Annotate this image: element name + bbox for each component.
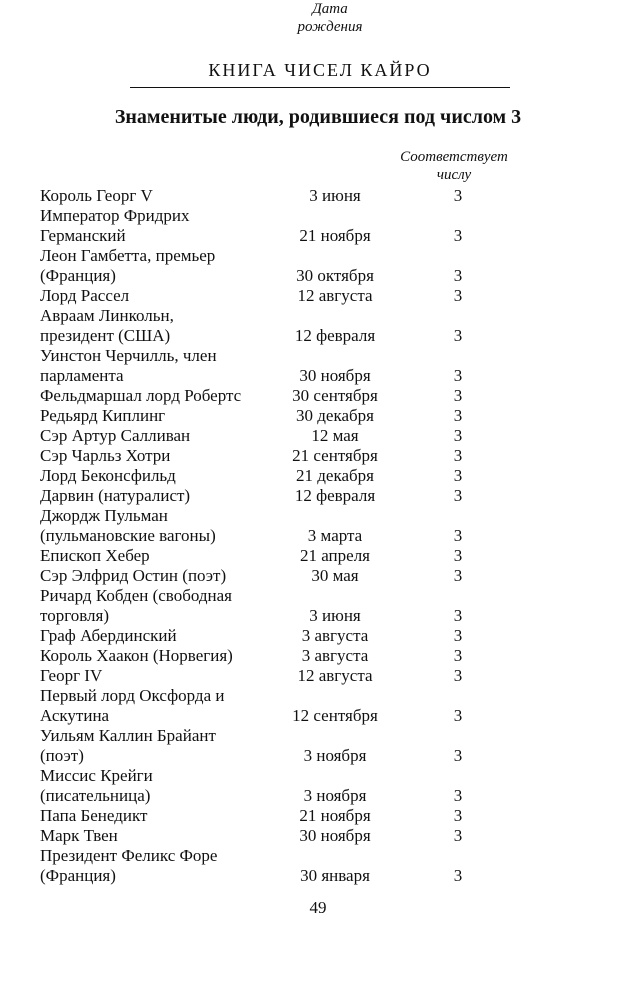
- birth-date: 3 августа: [301, 646, 369, 665]
- person-name: Король Георг V: [40, 186, 153, 205]
- person-name: Аскутина: [40, 706, 110, 725]
- person-name: Марк Твен: [40, 826, 118, 845]
- matching-number: 3: [453, 606, 463, 625]
- birth-date: 21 апреля: [299, 546, 371, 565]
- person-name: Георг IV: [40, 666, 103, 685]
- table-row: [40, 266, 600, 286]
- matching-number: 3: [453, 806, 463, 825]
- person-name: (Франция): [40, 266, 116, 285]
- matching-number: 3: [453, 626, 463, 645]
- person-name: Епископ Хебер: [40, 546, 150, 565]
- table-row: [40, 666, 600, 686]
- matching-number: 3: [453, 326, 463, 345]
- person-name: Уильям Каллин Брайант: [40, 726, 216, 745]
- birth-date: 30 октября: [296, 266, 374, 285]
- person-name: Уинстон Черчилль, член: [40, 346, 217, 365]
- person-name: (Франция): [40, 866, 116, 885]
- birth-date: 3 июня: [309, 186, 361, 205]
- birth-date: 3 марта: [307, 526, 363, 545]
- table-row: [40, 246, 600, 266]
- birth-date: 30 декабря: [296, 406, 374, 425]
- table-row: [40, 386, 600, 406]
- matching-number: 3: [453, 566, 463, 585]
- matching-number: 3: [453, 866, 463, 885]
- person-name: Император Фридрих: [40, 206, 190, 225]
- person-name: Дарвин (натуралист): [40, 486, 191, 505]
- birth-date: 3 ноября: [303, 786, 367, 805]
- table-row: [40, 706, 600, 726]
- table-row: [40, 226, 600, 246]
- person-name: Сэр Артур Салливан: [40, 426, 191, 445]
- person-name: Папа Бенедикт: [40, 806, 148, 825]
- person-name: Миссис Крейги: [40, 766, 153, 785]
- matching-number: 3: [453, 546, 463, 565]
- birth-date: 12 февраля: [294, 486, 376, 505]
- table-row: [40, 866, 600, 886]
- table-row: [40, 486, 600, 506]
- birth-date: 30 января: [300, 866, 370, 885]
- birth-date: 12 августа: [297, 286, 373, 305]
- birth-date: 21 ноября: [299, 806, 371, 825]
- birth-date: 3 ноября: [303, 746, 367, 765]
- matching-number: 3: [453, 466, 463, 485]
- matching-number: 3: [453, 386, 463, 405]
- person-name: Авраам Линкольн,: [40, 306, 174, 325]
- table-row: [40, 786, 600, 806]
- birth-date: 21 сентября: [292, 446, 378, 465]
- people-table: [40, 186, 600, 886]
- table-row: [40, 766, 600, 786]
- matching-number: 3: [453, 186, 463, 205]
- table-row: [40, 846, 600, 866]
- page-number: 49: [309, 898, 327, 917]
- table-row: [40, 366, 600, 386]
- person-name: (поэт): [40, 746, 84, 765]
- person-name: Леон Гамбетта, премьер: [40, 246, 216, 265]
- birth-date: 12 февраля: [294, 326, 376, 345]
- matching-number: 3: [453, 746, 463, 765]
- table-row: [40, 466, 600, 486]
- person-name: парламента: [40, 366, 124, 385]
- person-name: президент (США): [40, 326, 171, 345]
- matching-number: 3: [453, 426, 463, 445]
- matching-number: 3: [453, 486, 463, 505]
- matching-number: 3: [453, 706, 463, 725]
- person-name: торговля): [40, 606, 110, 625]
- table-row: [40, 426, 600, 446]
- matching-number: 3: [453, 666, 463, 685]
- table-row: [40, 526, 600, 546]
- matching-number: 3: [453, 826, 463, 845]
- matching-number: 3: [453, 406, 463, 425]
- person-name: Германский: [40, 226, 126, 245]
- person-name: Король Хаакон (Норвегия): [40, 646, 233, 665]
- table-row: [40, 726, 600, 746]
- birth-date: 3 июня: [309, 606, 361, 625]
- table-row: [40, 566, 600, 586]
- birth-date: 21 декабря: [296, 466, 374, 485]
- person-name: Лорд Рассел: [40, 286, 130, 305]
- birth-date: 30 ноября: [299, 366, 371, 385]
- table-row: [40, 346, 600, 366]
- matching-number: 3: [453, 266, 463, 285]
- section-title: Знаменитые люди, родившиеся под числом 3: [114, 106, 522, 128]
- matching-number: 3: [453, 646, 463, 665]
- person-name: Джордж Пульман: [40, 506, 168, 525]
- birth-date: 30 мая: [311, 566, 359, 585]
- person-name: Лорд Беконсфильд: [40, 466, 176, 485]
- birth-date: 12 августа: [297, 666, 373, 685]
- table-row: [40, 746, 600, 766]
- table-row: [40, 406, 600, 426]
- table-row: [40, 686, 600, 706]
- matching-number: 3: [453, 446, 463, 465]
- person-name: Фельдмаршал лорд Робертс: [40, 386, 242, 405]
- table-row: [40, 626, 600, 646]
- birth-date: 3 августа: [301, 626, 369, 645]
- person-name: Президент Феликс Форе: [40, 846, 218, 865]
- table-row: [40, 546, 600, 566]
- table-row: [40, 446, 600, 466]
- column-header-birth-date: Дата рождения: [297, 1, 363, 35]
- person-name: (писательница): [40, 786, 151, 805]
- running-header: КНИГА ЧИСЕЛ КАЙРО: [130, 60, 510, 88]
- table-row: [40, 286, 600, 306]
- person-name: Сэр Элфрид Остин (поэт): [40, 566, 227, 585]
- person-name: Первый лорд Оксфорда и: [40, 686, 225, 705]
- table-row: [40, 206, 600, 226]
- table-row: [40, 306, 600, 326]
- birth-date: 30 ноября: [299, 826, 371, 845]
- person-name: Ричард Кобден (свободная: [40, 586, 232, 605]
- matching-number: 3: [453, 786, 463, 805]
- person-name: Редьярд Киплинг: [40, 406, 166, 425]
- person-name: Граф Абердинский: [40, 626, 177, 645]
- birth-date: 12 сентября: [292, 706, 378, 725]
- birth-date: 12 мая: [311, 426, 359, 445]
- table-row: [40, 606, 600, 626]
- birth-date: 30 сентября: [292, 386, 378, 405]
- table-row: [40, 806, 600, 826]
- matching-number: 3: [453, 526, 463, 545]
- column-header-matches-number: Соответствует числу: [400, 149, 508, 183]
- person-name: Сэр Чарльз Хотри: [40, 446, 171, 465]
- table-row: [40, 586, 600, 606]
- matching-number: 3: [453, 366, 463, 385]
- matching-number: 3: [453, 286, 463, 305]
- table-row: [40, 826, 600, 846]
- table-row: [40, 326, 600, 346]
- person-name: (пульмановские вагоны): [40, 526, 216, 545]
- table-row: [40, 186, 600, 206]
- table-row: [40, 506, 600, 526]
- birth-date: 21 ноября: [299, 226, 371, 245]
- table-row: [40, 646, 600, 666]
- matching-number: 3: [453, 226, 463, 245]
